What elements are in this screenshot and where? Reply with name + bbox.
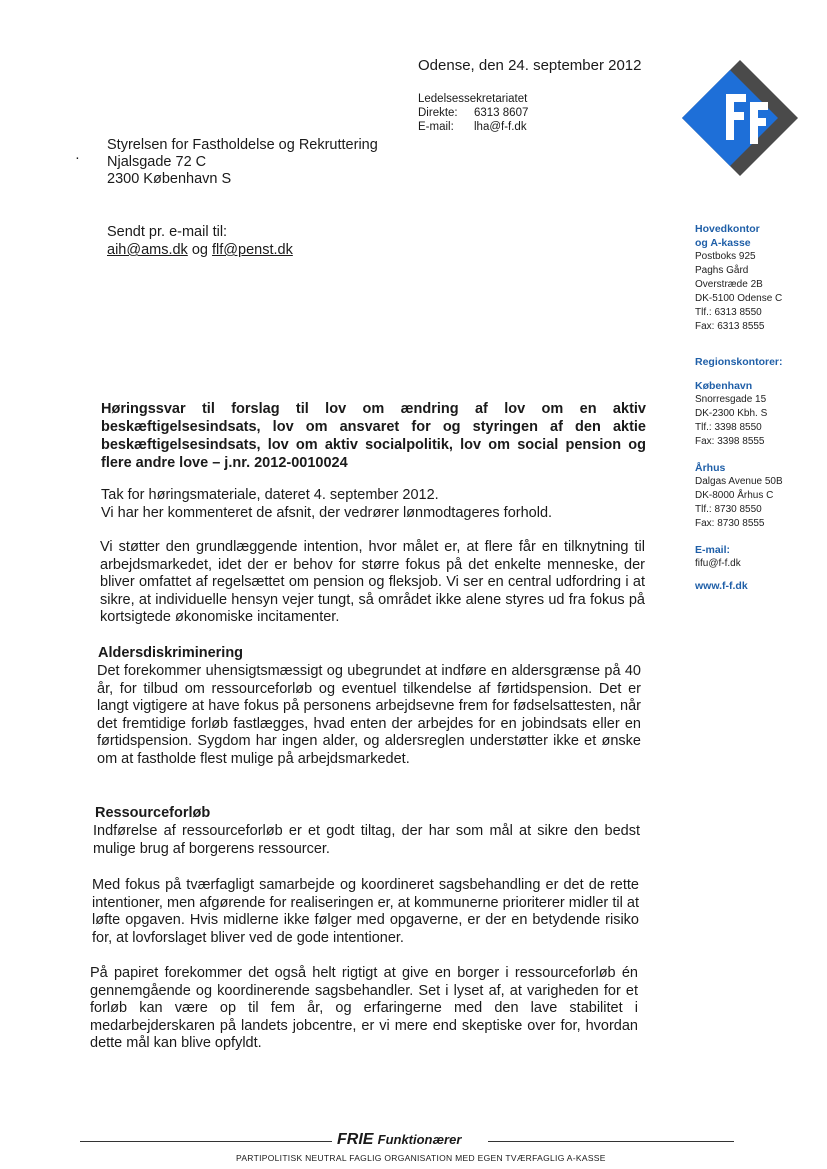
cph-line: DK-2300 Kbh. S — [695, 408, 768, 419]
sidebar-web-link[interactable]: www.f-f.dk — [695, 580, 748, 592]
paragraph-resource-2-text: Med fokus på tværfagligt samarbejde og koordineret sagsbehandling er det de rette intentioner, men afgørende for realiseringen er, at kommunerne prioriterer midler til at løfte opgaven. Hvis midlerne ikke følger med opgaverne, er der en betydende risiko for, at lovforslaget bliver ved de gode intentioner. — [92, 877, 639, 946]
footer-brand-bold: FRIE — [337, 1131, 374, 1148]
section-heading-age: Aldersdiskriminering — [98, 645, 244, 661]
cph-title: København — [695, 380, 753, 392]
hq-line: Overstræde 2B — [695, 279, 763, 290]
date-line: Odense, den 24. september 2012 — [418, 57, 642, 74]
footer-brand-rest: Funktionærer — [377, 1132, 462, 1147]
sent-email-2[interactable]: flf@penst.dk — [212, 242, 293, 258]
paragraph-resource-3-text: På papiret forekommer det også helt rigtigt at give en borger i ressourceforløb én gennemgående og koordinerende sagsbehandler. Set i lyset af, at varigheden for et forløb kan være op til fem år, og erfaringerne med den lave stabilitet i medarbejderskaren på landets jobcentre, er vi mere end skeptiske over for, hvordan dette mål kan blive opfyldt. — [90, 965, 638, 1051]
paragraph-intention-text: Vi støtter den grundlæggende intention, hvor målet er, at flere får en tilknytning til arbejdsmarkedet, idet der er behov for større fokus på det enkelte menneske, der bliver omfattet af regelsættet om pension og fleksjob. Vi ser en central udfordring i at sikre, at individuelle hensyn vejer tungt, så området ikke alene styres ud fra fokus på kortsigtede økonomiske incitamenter. — [100, 539, 645, 625]
paragraph-resource-3 — [90, 965, 638, 1053]
hq-line: Paghs Gård — [695, 265, 749, 276]
regional-title: Regionskontorer: — [695, 356, 783, 368]
aarhus-title: Århus — [695, 462, 726, 474]
intro-line-1: Tak for høringsmateriale, dateret 4. september 2012. — [101, 487, 439, 503]
hq-line: Postboks 925 — [695, 251, 756, 262]
cph-line: Fax: 3398 8555 — [695, 436, 765, 447]
email-label: E-mail: — [418, 121, 454, 133]
sent-emails — [107, 242, 293, 260]
hq-title-1: Hovedkontor — [695, 223, 760, 235]
section-heading-resource: Ressourceforløb — [95, 805, 211, 821]
margin-dot: · — [75, 150, 80, 166]
footer-rule-left — [80, 1141, 332, 1142]
paragraph-resource-2 — [92, 877, 639, 947]
recipient-line-3: 2300 København S — [107, 171, 232, 187]
paragraph-age — [97, 663, 641, 768]
subject-heading: Høringssvar til forslag til lov om ændring af lov om en aktiv beskæftigelsesindsats, lov om ansvaret for og styringen af den aktie beskæftigelsesindsats, lov om aktiv socialpolitik, lov om social pension og flere andre love – j.nr. 2012-0010024 — [101, 401, 646, 471]
direct-value: 6313 8607 — [474, 107, 529, 119]
paragraph-age-text: Det forekommer uhensigtsmæssigt og ubegrundet at indføre en aldersgrænse på 40 år, for tilbud om ressourceforløb og eventuel tilkendelse af førtidspension. Det er langt vigtigere at have fokus på personens arbejdsevne frem for fødselsattesten, når det fremtidige forløb fastlægges, hvad enten der arbejdes for en jobindsats eller en førtidspension. Sygdom har ingen alder, og aldersreglen understøtter ikke et ønske om at fastholde flest mulige på arbejdsmarkedet. — [97, 663, 641, 767]
sent-email-1[interactable]: aih@ams.dk — [107, 242, 188, 258]
footer-brand — [337, 1131, 461, 1149]
department-label: Ledelsessekretariatet — [418, 93, 528, 105]
cph-line: Tlf.: 3398 8550 — [695, 422, 762, 433]
sidebar-email-value[interactable]: fifu@f-f.dk — [695, 558, 741, 569]
recipient-line-1: Styrelsen for Fastholdelse og Rekruttering — [107, 137, 378, 153]
direct-label: Direkte: — [418, 107, 458, 119]
paragraph-intention — [100, 539, 645, 627]
sent-label: Sendt pr. e-mail til: — [107, 224, 228, 240]
aarhus-line: DK-8000 Århus C — [695, 490, 774, 501]
cph-line: Snorresgade 15 — [695, 394, 767, 405]
hq-title-2: og A-kasse — [695, 237, 751, 249]
aarhus-line: Fax: 8730 8555 — [695, 518, 765, 529]
footer-rule-right — [488, 1141, 734, 1142]
email-value: lha@f-f.dk — [474, 121, 527, 133]
aarhus-line: Tlf.: 8730 8550 — [695, 504, 762, 515]
sidebar-email-title: E-mail: — [695, 544, 731, 556]
hq-line: DK-5100 Odense C — [695, 293, 783, 304]
ff-logo-icon — [680, 58, 800, 178]
intro-line-2: Vi har her kommenteret de afsnit, der vedrører lønmodtageres forhold. — [101, 505, 553, 521]
paragraph-resource-1-text: Indførelse af ressourceforløb er et godt tiltag, der har som mål at sikre den bedst mulige brug af borgerens ressourcer. — [93, 823, 640, 857]
sidebar — [695, 222, 783, 593]
recipient-line-2: Njalsgade 72 C — [107, 154, 207, 170]
aarhus-line: Dalgas Avenue 50B — [695, 476, 783, 487]
hq-line: Tlf.: 6313 8550 — [695, 307, 762, 318]
footer-tagline: PARTIPOLITISK NEUTRAL FAGLIG ORGANISATION MED EGEN TVÆRFAGLIG A-KASSE — [236, 1153, 606, 1163]
paragraph-resource-1 — [93, 823, 640, 858]
hq-line: Fax: 6313 8555 — [695, 321, 765, 332]
sent-connector: og — [191, 242, 208, 258]
